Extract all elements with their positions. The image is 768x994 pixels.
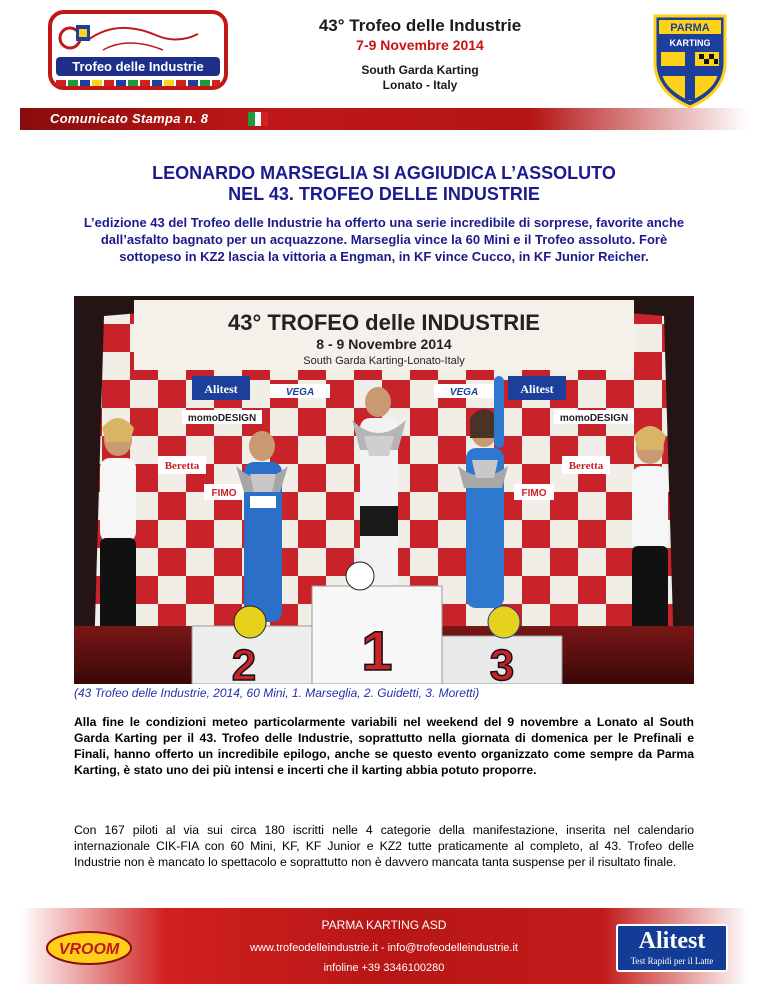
helmet-first xyxy=(346,562,374,590)
podium-photo xyxy=(74,296,694,684)
sponsor-alitest-1: Alitest xyxy=(204,382,238,396)
alitest-logo xyxy=(616,924,728,972)
event-venue: South Garda Karting xyxy=(361,63,479,77)
sponsor-momo-2: momoDESIGN xyxy=(559,413,629,424)
podium-photo-illustration xyxy=(74,296,694,684)
sponsor-alitest-2: Alitest xyxy=(520,382,554,396)
photo-caption: (43 Trofeo delle Industrie, 2014, 60 Mini, 1. Marseglia, 2. Guidetti, 3. Moretti) xyxy=(74,686,480,700)
event-header xyxy=(300,16,540,92)
event-title: 43° Trofeo delle Industrie xyxy=(318,16,522,35)
sponsor-beretta-1: Beretta xyxy=(164,460,200,472)
podium-label-1: 1 xyxy=(361,619,393,682)
press-release-bar xyxy=(20,108,748,130)
podium-label-2: 2 xyxy=(231,641,257,684)
backdrop-venue: South Garda Karting-Lonato-Italy xyxy=(303,355,465,367)
press-release-label: Comunicato Stampa n. 8 xyxy=(50,111,209,126)
headline-line-1: LEONARDO MARSEGLIA SI AGGIUDICA L’ASSOLUTO xyxy=(152,163,616,183)
parma-logo-line1: PARMA xyxy=(670,22,710,34)
sponsor-vega-1: VEGA xyxy=(285,387,315,398)
parma-karting-logo xyxy=(651,12,729,110)
event-location: Lonato - Italy xyxy=(382,78,458,92)
footer-organization: PARMA KARTING ASD xyxy=(321,918,447,932)
trofeo-logo xyxy=(48,10,228,90)
helmet-second xyxy=(234,606,266,638)
headline-line-2: NEL 43. TROFEO DELLE INDUSTRIE xyxy=(228,184,540,204)
sponsor-fimo-2: FIMO xyxy=(521,488,547,499)
backdrop-dates: 8 - 9 Novembre 2014 xyxy=(316,336,452,352)
footer-phone: infoline +39 3346100280 xyxy=(323,962,445,974)
helmet-third xyxy=(488,606,520,638)
alitest-logo-text: Alitest xyxy=(638,928,706,954)
podium-label-3: 3 xyxy=(489,641,515,684)
italian-flag-icon xyxy=(248,112,268,126)
article-paragraph-1: Alla fine le condizioni meteo particolarmente variabili nel weekend del 9 novembre a Lonato al South Garda Karting per il 43. Trofeo delle Industrie, soprattutto nella giornata di domenica per le Prefinali e Finali, hanno offerto un incredibile epilogo, anche se questo evento organizzato come sempre da Parma Karting, è stato uno dei più intensi e incerti che il karting abbia potuto proporre. xyxy=(74,715,694,777)
event-dates: 7-9 Novembre 2014 xyxy=(356,37,484,53)
parma-logo-line2: KARTING xyxy=(669,38,711,48)
trophy-second xyxy=(250,474,276,492)
sponsor-vega-2: VEGA xyxy=(449,387,479,398)
trofeo-logo-text: Trofeo delle Industrie xyxy=(72,59,204,74)
vroom-logo-text: VROOM xyxy=(58,941,120,958)
article-paragraph-2: Con 167 piloti al via sui circa 180 iscritti nelle 4 categorie della manifestazione, inserita nel calendario internazionale CIK-FIA con 60 Mini, KF, KF Junior e KZ2 tutte praticamente al completo, al 43. Trofeo delle Industrie non è mancato lo spettacolo e soprattutto non è davvero mancata tanta suspense per il risultato finale. xyxy=(74,823,694,869)
trophy-third xyxy=(472,460,498,478)
sponsor-beretta-2: Beretta xyxy=(568,460,604,472)
sponsor-momo-1: momoDESIGN xyxy=(187,413,257,424)
article-subhead: L’edizione 43 del Trofeo delle Industrie ha offerto una serie incredibile di sorprese, favorite anche dall’asfalto bagnato per un acquazzone. Marseglia vince la 60 Mini e il Trofeo assoluto. Forè sottopeso in KZ2 lascia la vittoria a Engman, in KF vince Cucco, in KF Junior Reicher. xyxy=(83,215,685,264)
sponsor-fimo-1: FIMO xyxy=(211,488,237,499)
backdrop-title: 43° TROFEO delle INDUSTRIE xyxy=(228,310,540,335)
article-headline xyxy=(60,163,708,205)
footer-bar xyxy=(20,908,748,984)
vroom-logo xyxy=(46,930,132,966)
trophy-first xyxy=(364,436,394,456)
flags-strip xyxy=(56,80,220,86)
alitest-logo-tagline: Test Rapidi per il Latte xyxy=(630,956,714,966)
footer-contacts[interactable]: www.trofeodelleindustrie.it - info@trofeodelleindustrie.it xyxy=(250,942,518,954)
